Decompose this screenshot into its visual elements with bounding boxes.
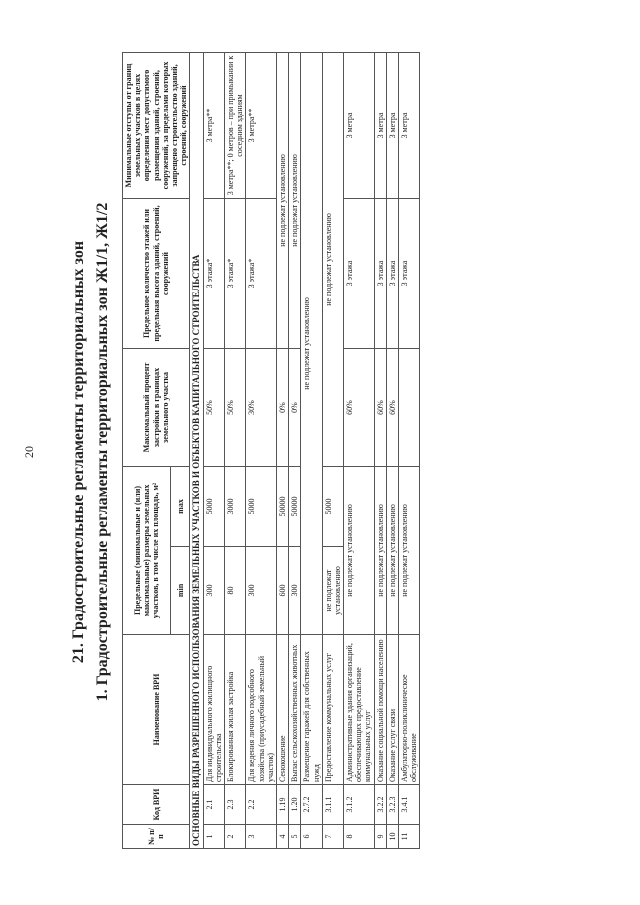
cell-floors: 3 этажа (344, 199, 375, 349)
cell-percent: 0% (289, 349, 301, 467)
regulations-table (122, 52, 420, 849)
cell-code: 3.2.3 (386, 785, 398, 825)
cell-name: Для ведения личного подсобного хозяйства (приусадебный земельный участок) (246, 635, 277, 785)
cell-setback: 3 метра (386, 53, 398, 199)
cell-min: 300 (203, 547, 224, 635)
table-row (374, 53, 386, 849)
cell-percent: 60% (344, 349, 375, 467)
table-row (386, 53, 398, 849)
cell-merged: не подлежат установлению (301, 53, 322, 635)
cell-name: Размещение гаражей для собственных нужд (301, 635, 322, 785)
cell-floors: 3 этажа* (225, 199, 246, 349)
cell-code: 2.2 (246, 785, 277, 825)
cell-minmax: не подлежат установлению (344, 467, 375, 635)
cell-code: 3.1.2 (344, 785, 375, 825)
cell-percent: 60% (374, 349, 386, 467)
header-code: Код ВРИ (123, 785, 190, 825)
cell-name: Сенокошение (276, 635, 288, 785)
cell-min: не подлежат установлению (322, 547, 343, 635)
cell-setback: 3 метра** (203, 53, 224, 199)
cell-code: 1.20 (289, 785, 301, 825)
cell-name: Административные здания организаций, обеспечивающих предоставление коммунальных услуг (344, 635, 375, 785)
cell-name: Выпас сельскохозяйственных животных (289, 635, 301, 785)
cell-minmax: не подлежат установлению (386, 467, 398, 635)
cell-setback: 3 метра (399, 53, 420, 199)
cell-merged: не подлежат установлению (289, 53, 301, 349)
cell-merged: не подлежат установлению (322, 53, 343, 467)
cell-min: 300 (289, 547, 301, 635)
cell-floors: 3 этажа (374, 199, 386, 349)
header-num: № п/п (123, 825, 190, 849)
cell-num: 2 (225, 825, 246, 849)
rotated-page (22, 47, 570, 857)
header-setback: Минимальные отступы от границ земельных участков в целях определения мест допустимого размещения зданий, строений, сооружений, за пределами которых запрещено строительство зданий, строений, сооружений (123, 53, 190, 199)
cell-percent: 50% (225, 349, 246, 467)
cell-num: 9 (374, 825, 386, 849)
table-row (344, 53, 375, 849)
cell-percent (399, 349, 420, 467)
table-row (225, 53, 246, 849)
cell-name: Предоставление коммунальных услуг (322, 635, 343, 785)
header-size-group: Предельные (минимальные и (или) максимальные) размеры земельных участков, в том числе их площадь, м² (123, 467, 171, 635)
cell-code: 2.1 (203, 785, 224, 825)
cell-code: 2.3 (225, 785, 246, 825)
cell-floors: 3 этажа (399, 199, 420, 349)
cell-minmax: не подлежат установлению (374, 467, 386, 635)
cell-percent: 0% (276, 349, 288, 467)
section-title: ОСНОВНЫЕ ВИДЫ РАЗРЕШЕННОГО ИСПОЛЬЗОВАНИЯ ЗЕМЕЛЬНЫХ УЧАСТКОВ И ОБЪЕКТОВ КАПИТАЛЬНОГО СТРОИТЕЛЬСТВА (190, 53, 203, 849)
section-row (190, 53, 203, 849)
table-row (301, 53, 322, 849)
cell-code: 2.7.2 (301, 785, 322, 825)
cell-num: 11 (399, 825, 420, 849)
cell-setback: 3 метра** (246, 53, 277, 199)
header-row (123, 53, 171, 849)
cell-num: 8 (344, 825, 375, 849)
cell-percent: 50% (203, 349, 224, 467)
table-row (276, 53, 288, 849)
cell-num: 4 (276, 825, 288, 849)
cell-name: Блокированная жилая застройка (225, 635, 246, 785)
cell-max: 3000 (225, 467, 246, 547)
cell-name: Оказание социальной помощи населению (374, 635, 386, 785)
cell-max: 5000 (203, 467, 224, 547)
cell-min: 80 (225, 547, 246, 635)
cell-merged: не подлежат установлению (276, 53, 288, 349)
cell-name: Амбулаторно-поликлиническое обслуживание (399, 635, 420, 785)
cell-num: 7 (322, 825, 343, 849)
table-row (399, 53, 420, 849)
cell-num: 1 (203, 825, 224, 849)
cell-code: 3.4.1 (399, 785, 420, 825)
cell-min: 300 (246, 547, 277, 635)
cell-num: 5 (289, 825, 301, 849)
table-row (322, 53, 343, 849)
table-row (246, 53, 277, 849)
cell-code: 3.1.1 (322, 785, 343, 825)
cell-floors: 3 этажа (386, 199, 398, 349)
cell-percent: 60% (386, 349, 398, 467)
cell-percent: 30% (246, 349, 277, 467)
cell-setback: 3 метра (374, 53, 386, 199)
subsection-heading: 1. Градостроительные регламенты территориальных зон Ж1/1, Ж1/2 (94, 202, 111, 702)
table-row (203, 53, 224, 849)
cell-num: 10 (386, 825, 398, 849)
cell-num: 3 (246, 825, 277, 849)
cell-max: 50000 (276, 467, 288, 547)
header-min: min (171, 547, 190, 635)
cell-floors: 3 этажа* (246, 199, 277, 349)
header-percent: Максимальный процент застройки в границах земельного участка (123, 349, 190, 467)
cell-max: 5000 (246, 467, 277, 547)
section-heading: 21. Градостроительные регламенты территориальных зон (70, 240, 87, 664)
cell-floors: 3 этажа* (203, 199, 224, 349)
header-name: Наименование ВРИ (123, 635, 190, 785)
cell-max: 50000 (289, 467, 301, 547)
cell-setback: 3 метра (344, 53, 375, 199)
cell-name: Для индивидуального жилищного строительства (203, 635, 224, 785)
cell-name: Оказание услуг связи (386, 635, 398, 785)
header-floors: Предельное количество этажей или предельная высота зданий, строений, сооружений (123, 199, 190, 349)
cell-setback: 3 метра**; 0 метров – при примыкании к соседним зданиям (225, 53, 246, 199)
cell-max: 5000 (322, 467, 343, 547)
cell-code: 1.19 (276, 785, 288, 825)
header-max: max (171, 467, 190, 547)
table-row (289, 53, 301, 849)
cell-min: 600 (276, 547, 288, 635)
page-number: 20 (22, 446, 36, 458)
cell-minmax: не подлежат установлению (399, 467, 420, 635)
cell-code: 3.2.2 (374, 785, 386, 825)
cell-num: 6 (301, 825, 322, 849)
